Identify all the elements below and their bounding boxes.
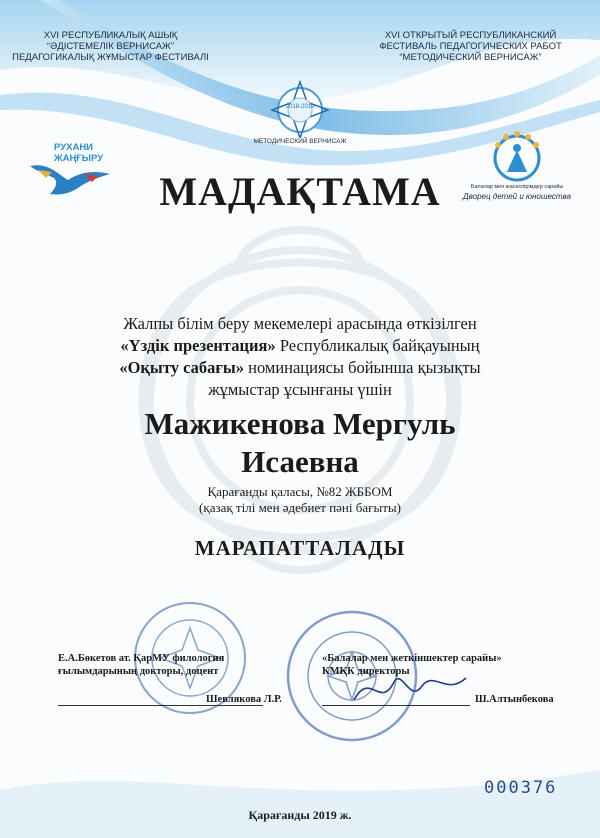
palace-logo-line1: Балалар мен жасөспірімдер сарайы [470, 184, 564, 190]
header-right-line2: ФЕСТИВАЛЬ ПЕДАГОГИЧЕСКИХ РАБОТ [379, 41, 562, 52]
signer-left-line1: Е.А.Бөкетов ат. ҚарМУ филология [58, 653, 225, 664]
recipient-name-line1: Мажикенова Мергуль [144, 406, 456, 441]
body-line-3 [40, 357, 560, 378]
signer-right-title [322, 652, 562, 678]
signer-right-name: Ш.Алтынбекова [475, 694, 554, 705]
signer-left-title [58, 652, 278, 678]
body-line-3-rest: номинациясы бойынша қызықты [243, 358, 481, 377]
serial-number: 000376 [484, 778, 558, 798]
recipient-school: Қарағанды қаласы, №82 ЖББОМ [207, 484, 393, 499]
signer-left-line2: ғылымдарының докторы, доцент [58, 666, 219, 677]
header-left [8, 30, 213, 63]
body-line-1: Жалпы білім беру мекемелері арасында өткізілген [123, 314, 477, 333]
body-line-2-rest: Республикалық байқауының [275, 336, 480, 355]
signer-right-signature-line [322, 705, 470, 706]
certificate-title: МАДАҚТАМА [159, 169, 441, 214]
recipient-subject: (қазақ тілі мен әдебиет пәні бағыты) [199, 500, 401, 515]
header-left-line3: ПЕДАГОГИКАЛЫҚ ЖҰМЫСТАР ФЕСТИВАЛІ [12, 52, 209, 63]
header-left-line1: XVI РЕСПУБЛИКАЛЫҚ АШЫҚ [43, 30, 178, 41]
festival-logo [240, 78, 360, 150]
signer-right-line1: «Балалар мен жеткіншектер сарайы» [322, 653, 502, 664]
rukhani-logo-line2: ЖАҢҒЫРУ [54, 153, 104, 164]
nomination-name: «Оқыту сабағы» [119, 358, 244, 377]
rukhani-logo-line1: РУХАНИ [54, 142, 94, 153]
award-text: МАРАПАТТАЛАДЫ [194, 536, 406, 560]
palace-logo-line2: Дворец детей и юношества [463, 192, 571, 201]
header-left-line2: “ӘДІСТЕМЕЛІК ВЕРНИСАЖ” [47, 41, 174, 52]
festival-logo-caption: МЕТОДИЧЕСКИЙ ВЕРНИСАЖ [253, 138, 347, 145]
header-right-line3: “МЕТОДИЧЕСКИЙ ВЕРНИСАЖ” [399, 52, 542, 63]
header-right-line1: XVI ОТКРЫТЫЙ РЕСПУБЛИКАНСКИЙ [384, 30, 557, 41]
contest-name: «Үздік презентация» [120, 336, 276, 355]
signer-right-line2: КМҚК директоры [322, 666, 410, 677]
signer-left-name: Шевлякова Л.Р. [206, 694, 282, 705]
header-right [368, 30, 573, 63]
body-line-4: жұмыстар ұсынғаны үшін [208, 380, 392, 399]
footer-place-year: Қарағанды 2019 ж. [248, 808, 352, 822]
festival-logo-year: 2018-2019 [285, 104, 315, 110]
recipient-name-line2: Исаевна [241, 444, 359, 479]
body-line-2 [40, 335, 560, 356]
